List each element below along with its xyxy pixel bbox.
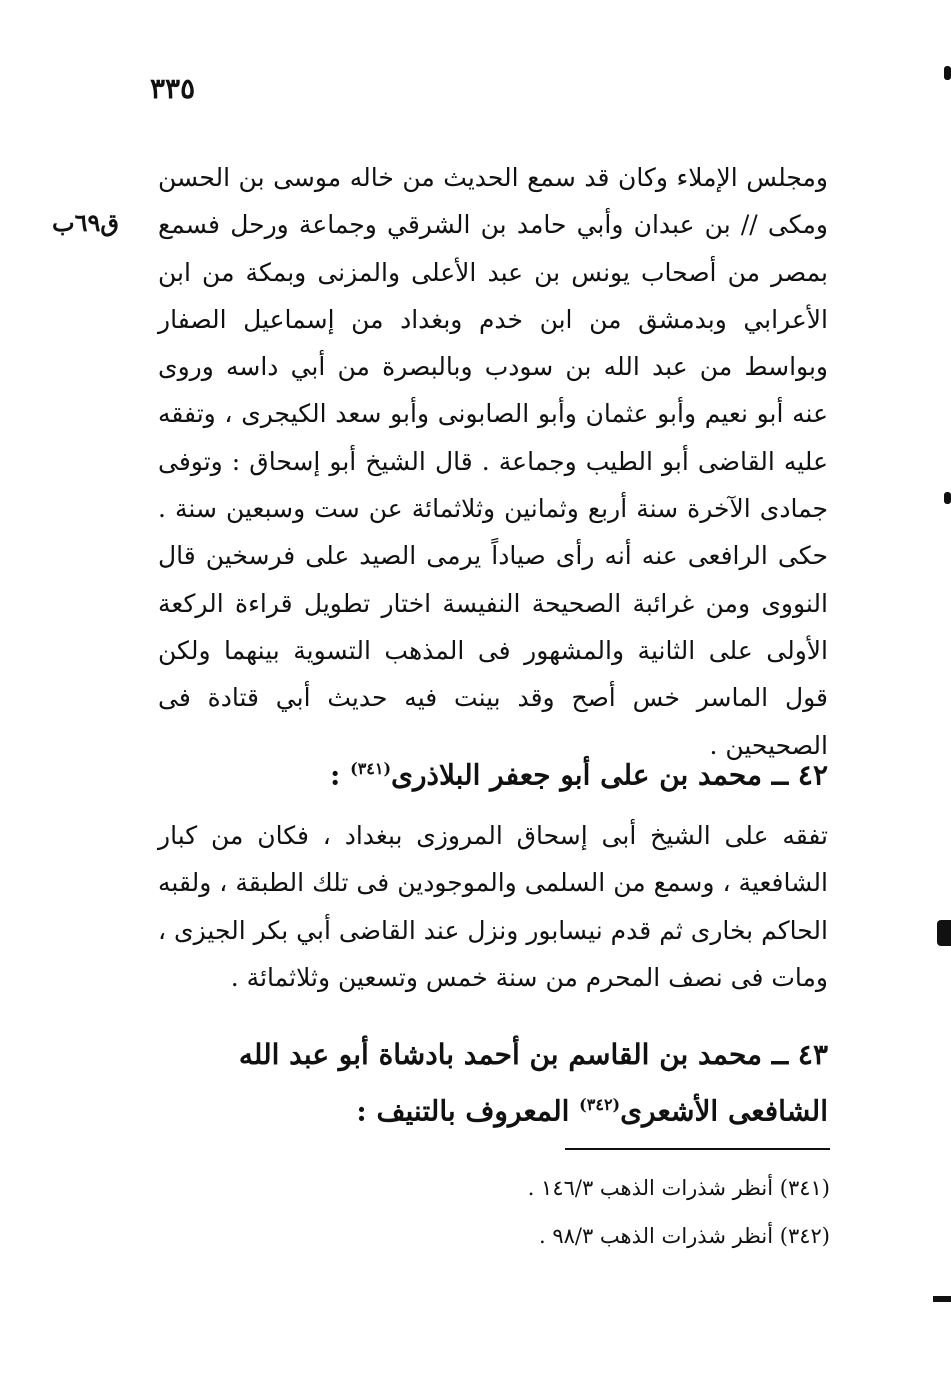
body-paragraph-1: ومجلس الإملاء وكان قد سمع الحديث من خاله موسى بن الحسن ومكى // بن عبدان وأبي حامد بن الشرقي وجماعة ورحل فسمع بمصر من أصحاب يونس بن عبد الأعلى والمزنى وبمكة من ابن الأعرابي وبدمشق من ابن خدم وبغداد من إسماعيل الصفار وبواسط من عبد الله بن سودب وبالبصرة من أبي داسه وروى عنه أبو نعيم وأبو عثمان وأبو الصابونى وأبو سعد الكيجرى ، وتفقه عليه القاضى أبو الطيب وجماعة . قال الشيخ أبو إسحاق : وتوفى جمادى الآخرة سنة أربع وثمانين وثلاثمائة عن ست وسبعين سنة . حكى الرافعى عنه أنه رأى صياداً يرمى الصيد على فرسخين قال النووى ومن غرائبة الصحيحة النفيسة اختار تطويل قراءة الركعة الأولى على الثانية والمشهور فى المذهب التسوية بينهما ولكن قول الماسر خس أصح وقد بينت فيه حديث أبي قتادة فى الصحيحين .	[158, 163, 828, 760]
footnote-ref-342: (٣٤٢)	[579, 1095, 621, 1114]
entry-heading-42-text: ٤٢ ــ محمد بن على أبو جعفر البلاذرى	[391, 758, 828, 792]
body-paragraph-2: تفقه على الشيخ أبى إسحاق المروزى ببغداد ، فكان من كبار الشافعية ، وسمع من السلمى والموجودين فى تلك الطبقة ، ولقبه الحاكم بخارى ثم قدم نيسابور ونزل عند القاضى أبي بكر الجيزى ، ومات فى نصف المحرم من سنة خمس وتسعين وثلاثمائة .	[158, 821, 828, 992]
entry-heading-42	[158, 744, 828, 800]
footnote-divider	[565, 1148, 830, 1150]
footnote-342: (٣٤٢) أنظر شذرات الذهب ٩٨/٣ .	[538, 1224, 830, 1248]
margin-note: ق٦٩ب	[52, 208, 119, 237]
footnote-341: (٣٤١) أنظر شذرات الذهب ١٤٦/٣ .	[527, 1176, 830, 1200]
page-number: ٣٣٥	[150, 72, 196, 105]
scan-edge-mark	[933, 1296, 951, 1302]
scan-edge-mark	[944, 66, 951, 80]
scan-edge-mark	[944, 492, 951, 504]
scan-edge-mark	[937, 920, 951, 946]
entry-heading-43	[158, 1030, 828, 1136]
footnote-ref-341: (٣٤١)	[350, 759, 392, 778]
entry-heading-42-suffix: :	[330, 758, 351, 792]
entry-heading-43-text: ٤٣ ــ محمد بن القاسم بن أحمد بادشاة أبو عبد الله الشافعى الأشعرى	[238, 1038, 828, 1128]
entry-heading-43-suffix: المعروف بالتنيف :	[356, 1094, 580, 1128]
